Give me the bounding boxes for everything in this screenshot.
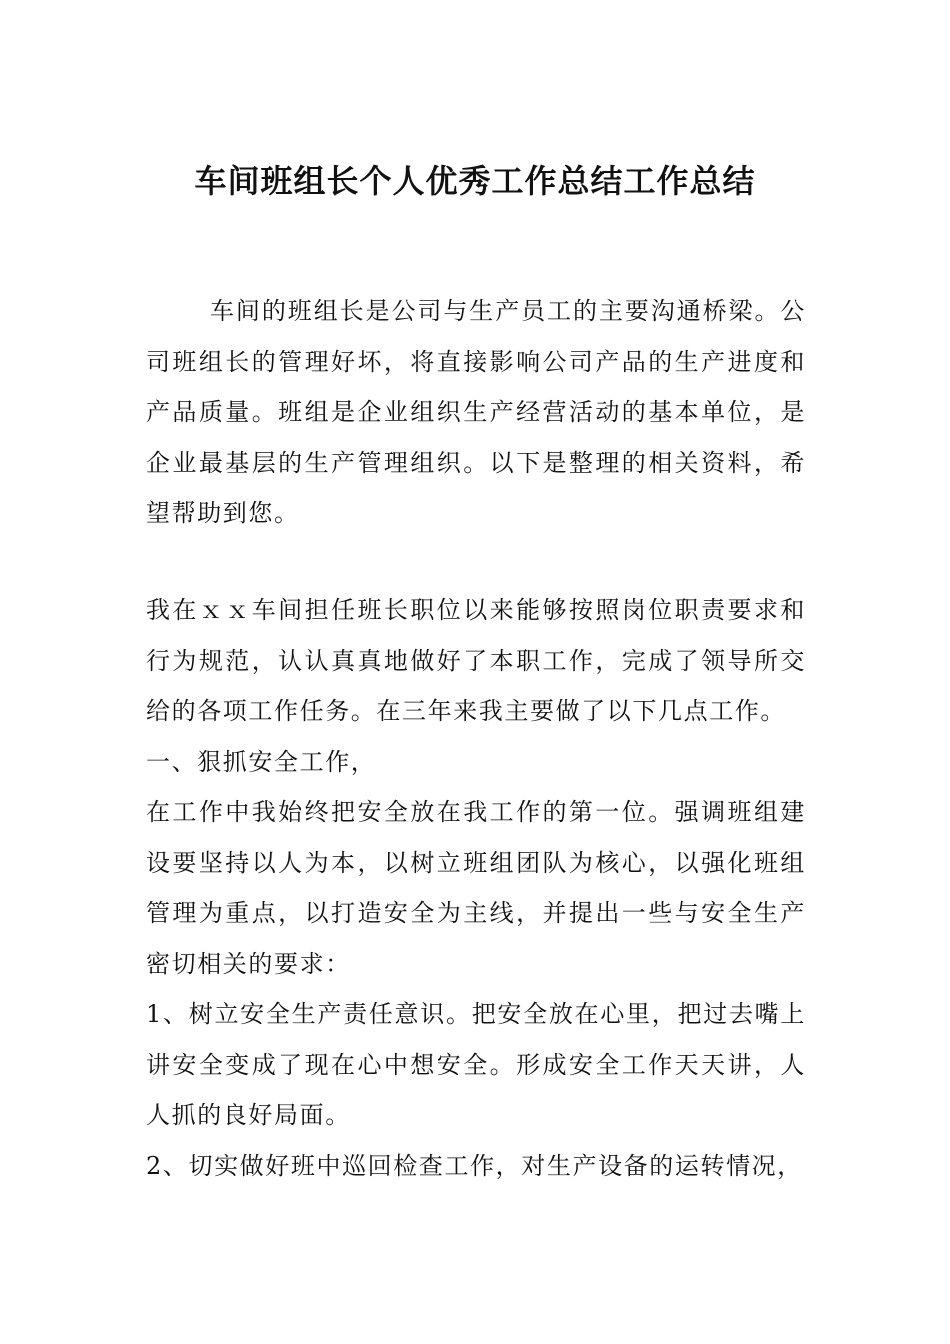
- document-body: [146, 585, 806, 1191]
- list-item-1: 1、树立安全生产责任意识。把安全放在心里，把过去嘴上讲安全变成了现在心中想安全。形成安全工作天天讲，人人抓的良好局面。: [146, 1000, 806, 1129]
- section-heading-safety: 一、狠抓安全工作，: [146, 747, 377, 776]
- document-title: 车间班组长个人优秀工作总结工作总结: [194, 162, 756, 200]
- list-item-2: 2、切实做好班中巡回检查工作，对生产设备的运转情况，: [146, 1151, 803, 1180]
- body-paragraph-2: 在工作中我始终把安全放在我工作的第一位。强调班组建设要坚持以人为本，以树立班组团队为核心，以强化班组管理为重点，以打造安全为主线，并提出一些与安全生产密切相关的要求：: [146, 798, 806, 978]
- body-paragraph-1: 我在ｘｘ车间担任班长职位以来能够按照岗位职责要求和行为规范，认认真真地做好了本职工作，完成了领导所交给的各项工作任务。在三年来我主要做了以下几点工作。: [146, 596, 806, 725]
- intro-paragraph: 车间的班组长是公司与生产员工的主要沟通桥梁。公司班组长的管理好坏，将直接影响公司产品的生产进度和产品质量。班组是企业组织生产经营活动的基本单位，是企业最基层的生产管理组织。以下是整理的相关资料，希望帮助到您。: [146, 297, 806, 527]
